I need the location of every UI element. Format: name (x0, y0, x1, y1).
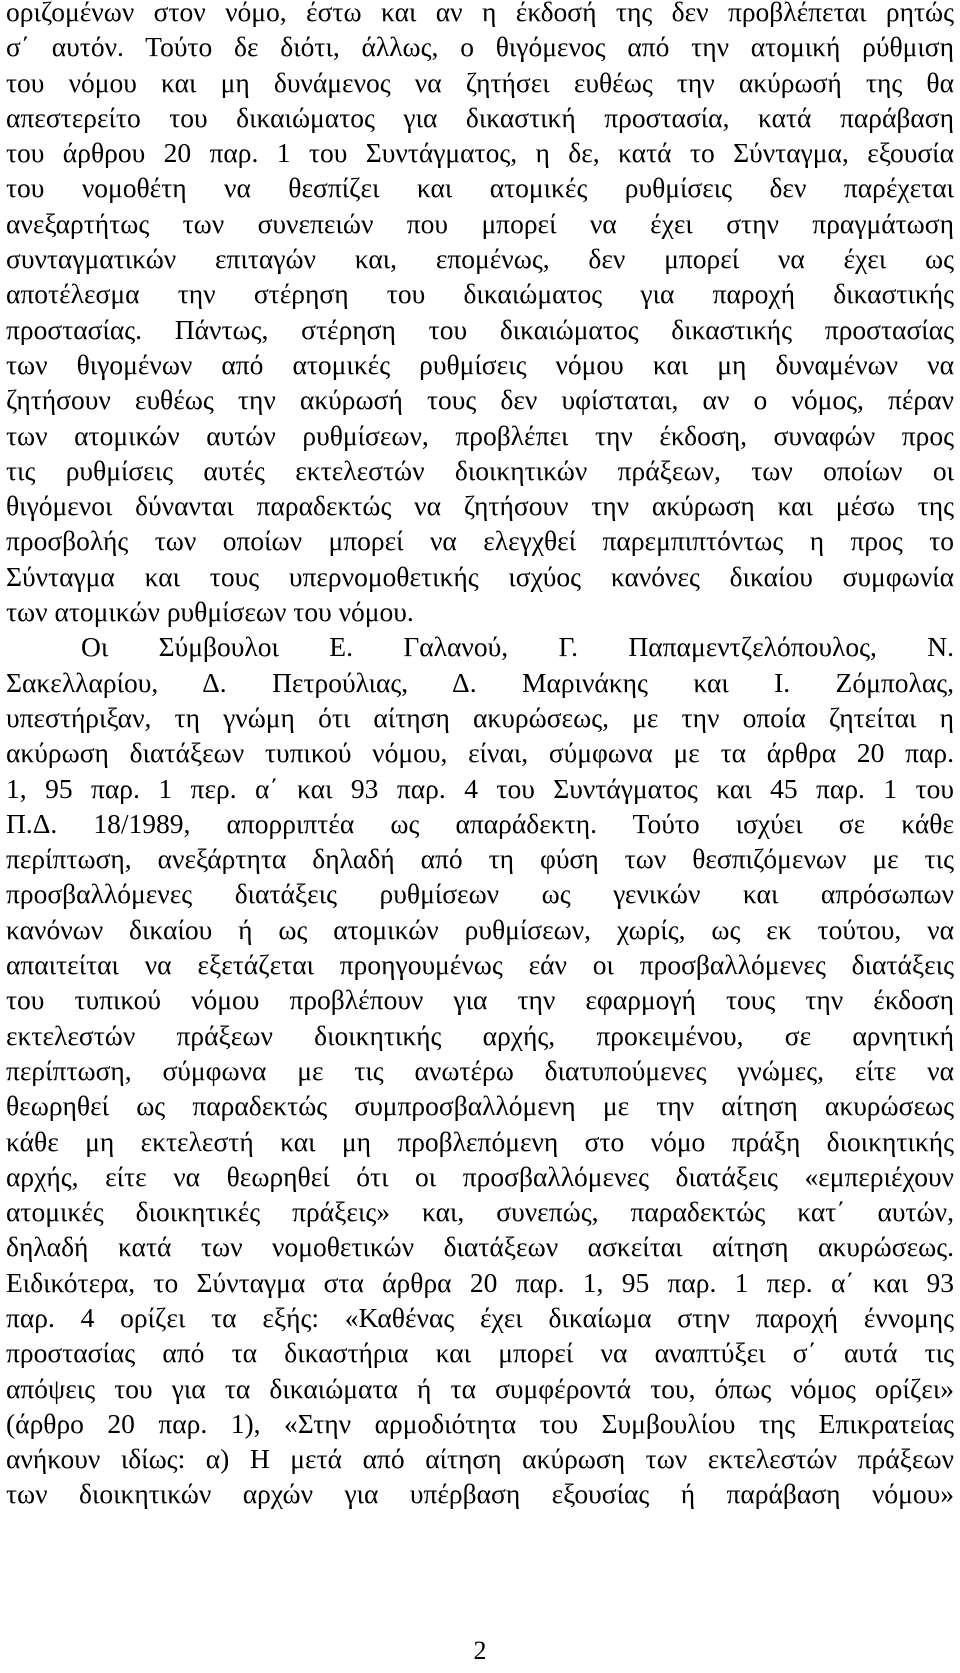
text-line: ατομικές διοικητικές πράξεις» και, συνεπώς, παραδεκτώς κατ΄ αυτών, (6, 1196, 954, 1228)
text-line: αρχής, είτε να θεωρηθεί ότι οι προσβαλλόμενες διατάξεις «εμπεριέχουν (6, 1160, 954, 1192)
text-line: (άρθρο 20 παρ. 1), «Στην αρμοδιότητα του Συμβουλίου της Επικρατείας (6, 1407, 954, 1439)
text-line: Σύνταγμα και τους υπερνομοθετικής ισχύος κανόνες δικαίου συμφωνία (6, 560, 954, 592)
body-text (6, 0, 954, 1512)
text-line: απαιτείται να εξετάζεται προηγουμένως εάν οι προσβαλλόμενες διατάξεις (6, 949, 954, 981)
text-line: Ειδικότερα, το Σύνταγμα στα άρθρα 20 παρ. 1, 95 παρ. 1 περ. α΄ και 93 (6, 1266, 954, 1298)
text-line: περίπτωση, ανεξάρτητα δηλαδή από τη φύση των θεσπιζόμενων με τις (6, 843, 954, 875)
text-line: απόψεις του για τα δικαιώματα ή τα συμφέροντά του, όπως νόμος ορίζει» (6, 1372, 954, 1404)
text-line: των θιγομένων από ατομικές ρυθμίσεις νόμου και μη δυναμένων να (6, 348, 954, 380)
text-line: του νόμου και μη δυνάμενος να ζητήσει ευθέως την ακύρωσή της θα (6, 66, 954, 98)
text-line: Σακελλαρίου, Δ. Πετρούλιας, Δ. Μαρινάκης και Ι. Ζόμπολας, (6, 666, 954, 698)
text-line: κανόνων δικαίου ή ως ατομικών ρυθμίσεων, χωρίς, ως εκ τούτου, να (6, 913, 954, 945)
text-line: Π.Δ. 18/1989, απορριπτέα ως απαράδεκτη. Τούτο ισχύει σε κάθε (6, 807, 954, 839)
text-line: σ΄ αυτόν. Τούτο δε διότι, άλλως, ο θιγόμενος από την ατομική ρύθμιση (6, 31, 954, 63)
text-line: συνταγματικών επιταγών και, επομένως, δεν μπορεί να έχει ως (6, 243, 954, 275)
text-line: παρ. 4 ορίζει τα εξής: «Καθένας έχει δικαίωμα στην παροχή έννομης (6, 1301, 954, 1333)
text-line: ανεξαρτήτως των συνεπειών που μπορεί να έχει στην πραγμάτωση (6, 207, 954, 239)
text-line: απεστερείτο του δικαιώματος για δικαστική προστασία, κατά παράβαση (6, 101, 954, 133)
text-line: των ατομικών αυτών ρυθμίσεων, προβλέπει την έκδοση, συναφών προς (6, 419, 954, 451)
text-line: δηλαδή κατά των νομοθετικών διατάξεων ασκείται αίτηση ακυρώσεως. (6, 1231, 954, 1263)
text-line: περίπτωση, σύμφωνα με τις ανωτέρω διατυπούμενες γνώμες, είτε να (6, 1054, 954, 1086)
text-line: κάθε μη εκτελεστή και μη προβλεπόμενη στο νόμο πράξη διοικητικής (6, 1125, 954, 1157)
text-line: τις ρυθμίσεις αυτές εκτελεστών διοικητικών πράξεων, των οποίων οι (6, 454, 954, 486)
text-line: θιγόμενοι δύνανται παραδεκτώς να ζητήσουν την ακύρωση και μέσω της (6, 490, 954, 522)
text-line: προστασίας. Πάντως, στέρηση του δικαιώματος δικαστικής προστασίας (6, 313, 954, 345)
paragraph-end-line: των ατομικών ρυθμίσεων του νόμου. (6, 596, 414, 628)
paragraph-start-line: Οι Σύμβουλοι Ε. Γαλανού, Γ. Παπαμεντζελόπουλος, Ν. (81, 631, 954, 663)
text-line: 1, 95 παρ. 1 περ. α΄ και 93 παρ. 4 του Συντάγματος και 45 παρ. 1 του (6, 772, 954, 804)
text-line: ζητήσουν ευθέως την ακύρωσή τους δεν υφίσταται, αν ο νόμος, πέραν (6, 384, 954, 416)
text-line: προσβολής των οποίων μπορεί να ελεγχθεί παρεμπιπτόντως η προς το (6, 525, 954, 557)
text-line: του άρθρου 20 παρ. 1 του Συντάγματος, η δε, κατά το Σύνταγμα, εξουσία (6, 137, 954, 169)
text-line: των διοικητικών αρχών για υπέρβαση εξουσίας ή παράβαση νόμου» (6, 1478, 954, 1510)
text-line: υπεστήριξαν, τη γνώμη ότι αίτηση ακυρώσεως, με την οποία ζητείται η (6, 701, 954, 733)
text-line: θεωρηθεί ως παραδεκτώς συμπροσβαλλόμενη με την αίτηση ακυρώσεως (6, 1090, 954, 1122)
text-line: του τυπικού νόμου προβλέπουν για την εφαρμογή τους την έκδοση (6, 984, 954, 1016)
page-number: 2 (473, 1636, 487, 1665)
text-line: οριζομένων στον νόμο, έστω και αν η έκδοσή της δεν προβλέπεται ρητώς (6, 0, 954, 27)
text-line: προστασίας από τα δικαστήρια και μπορεί να αναπτύξει σ΄ αυτά τις (6, 1337, 954, 1369)
text-line: εκτελεστών πράξεων διοικητικής αρχής, προκειμένου, σε αρνητική (6, 1019, 954, 1051)
text-line: προσβαλλόμενες διατάξεις ρυθμίσεων ως γενικών και απρόσωπων (6, 878, 954, 910)
text-line: αποτέλεσμα την στέρηση του δικαιώματος για παροχή δικαστικής (6, 278, 954, 310)
text-line: ακύρωση διατάξεων τυπικού νόμου, είναι, σύμφωνα με τα άρθρα 20 παρ. (6, 737, 954, 769)
text-line: ανήκουν ιδίως: α) Η μετά από αίτηση ακύρωση των εκτελεστών πράξεων (6, 1443, 954, 1475)
text-line: του νομοθέτη να θεσπίζει και ατομικές ρυθμίσεις δεν παρέχεται (6, 172, 954, 204)
